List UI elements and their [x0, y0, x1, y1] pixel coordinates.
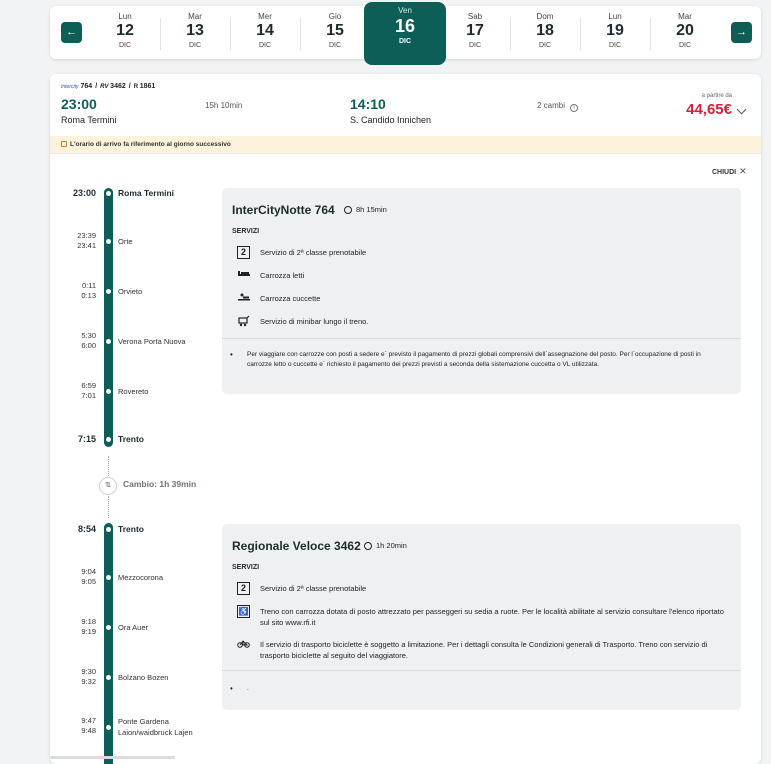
info-icon[interactable]: i [570, 104, 578, 112]
clock-icon [364, 542, 372, 550]
stop-dot [106, 289, 111, 294]
day-name: Mar [188, 12, 202, 21]
stop-name: Bolzano Bozen [118, 673, 169, 682]
day-month: DIC [328, 42, 342, 49]
day-18[interactable] [510, 12, 580, 56]
arrival-next-day-notice [50, 136, 761, 153]
stop-name: Ponte Gardena Laion/waidbruck Lajen [118, 717, 193, 737]
fare-note [227, 350, 727, 369]
departure-time: 23:00 [61, 96, 97, 112]
day-15[interactable] [300, 12, 370, 56]
stop-departure-time: 9:19 [81, 627, 96, 636]
stop-name: Mezzocorona [118, 573, 164, 582]
stop-departure-time: 7:01 [81, 391, 96, 400]
stop-name: Trento [118, 524, 144, 534]
day-number: 14 [256, 22, 274, 39]
train-name: InterCityNotte 764 [232, 203, 335, 217]
stop-arrival-time: 0:11 [81, 281, 96, 290]
bicycle-icon [237, 638, 250, 651]
stop-time: 23:00 [72, 188, 96, 198]
change-duration: Cambio: 1h 39min [123, 479, 197, 489]
day-14[interactable] [230, 12, 300, 56]
day-month: DIC [468, 42, 482, 49]
stop-dot [106, 725, 111, 730]
stop-dot [106, 239, 111, 244]
day-17[interactable] [440, 12, 510, 56]
service-text: Servizio di 2ª classe prenotabile [260, 584, 367, 593]
stop-arrival-time: 5:30 [81, 331, 96, 340]
couchette-icon [237, 292, 250, 305]
stop-dot [106, 527, 111, 532]
day-number: 19 [606, 22, 624, 39]
day-name: Sab [467, 12, 483, 21]
stop-departure-time: 9:48 [81, 726, 96, 735]
second-class-icon: 2 [237, 582, 250, 595]
regional-train-icon: RV [100, 84, 111, 90]
stop-arrival-time: 9:30 [81, 667, 96, 676]
stop-dot [106, 675, 111, 680]
stop-dot [106, 625, 111, 630]
separator: / [95, 83, 98, 90]
train-duration-badge [340, 203, 392, 217]
swap-icon: ⇅ [99, 477, 117, 495]
changes-count [537, 101, 578, 112]
stop-departure-time: 6:00 [81, 341, 96, 350]
day-month: DIC [188, 42, 202, 49]
change-connector [108, 456, 109, 476]
day-month: DIC [118, 42, 132, 49]
clock-icon [344, 206, 352, 214]
date-selector [50, 6, 761, 59]
stop-name: Orvieto [118, 287, 143, 296]
day-number: 16 [394, 16, 416, 36]
price: 44,65€ [686, 101, 732, 118]
arrival-station: S. Candido Innichen [350, 115, 432, 125]
train-numbers [61, 83, 155, 90]
stop-arrival-time: 9:04 [81, 567, 96, 576]
day-month: DIC [398, 38, 412, 45]
stop-departure-time: 9:05 [81, 577, 96, 586]
service-text: Servizio di minibar lungo il treno. [260, 317, 369, 326]
service-text: Carrozza cuccette [260, 294, 321, 303]
departure-station: Roma Termini [61, 115, 117, 125]
service-text: Servizio di 2ª classe prenotabile [260, 248, 367, 257]
day-month: DIC [678, 42, 692, 49]
intercity-logo: Intercity [61, 84, 79, 90]
bullet: • [230, 684, 233, 693]
changes-label: 2 cambi [537, 101, 566, 110]
day-20[interactable] [650, 12, 720, 56]
day-name: Lun [118, 12, 132, 21]
train-number: 764 [80, 83, 93, 90]
service-text: Carrozza letti [260, 271, 305, 280]
train-number: 3462 [110, 83, 126, 90]
day-name: Dom [536, 12, 554, 21]
train-name: Regionale Veloce 3462 [232, 539, 361, 553]
sleeper-car-icon [237, 269, 250, 282]
stop-arrival-time: 9:18 [81, 617, 96, 626]
note-text: . [247, 685, 249, 692]
stop-arrival-time: 9:47 [81, 716, 96, 725]
day-month: DIC [258, 42, 272, 49]
divider [222, 338, 741, 339]
day-number: 15 [326, 22, 344, 39]
service-text: Il servizio di trasporto biciclette è soggetto a limitazione. Per i dettagli consulta le Condizioni generali di Trasporto. Treno con servizio di trasporto biciclette al seguito del viaggiatore. [260, 640, 708, 660]
stop-dot [106, 575, 111, 580]
stop-departure-time: 9:32 [81, 677, 96, 686]
train-number: 1861 [139, 83, 156, 90]
timeline-rail [104, 188, 113, 447]
second-class-icon: 2 [237, 246, 250, 259]
stop-dot [106, 191, 111, 196]
day-16-selected[interactable] [364, 2, 446, 65]
arrival-time: 14:10 [350, 96, 386, 112]
day-month: DIC [538, 42, 552, 49]
solution-card [50, 74, 761, 764]
train-details-panel [222, 188, 741, 394]
regional-train-icon: R [133, 84, 140, 90]
divider [50, 153, 761, 154]
day-month: DIC [608, 42, 622, 49]
day-number: 17 [466, 22, 484, 39]
day-name: Lun [608, 12, 622, 21]
stop-arrival-time: 23:39 [77, 231, 96, 240]
minibar-icon [237, 315, 250, 328]
services-heading: SERVIZI [232, 228, 260, 235]
train-duration: 8h 15min [356, 205, 387, 214]
price-from-label: a partire da [701, 93, 732, 99]
day-name: Ven [398, 6, 412, 15]
stop-name: Orte [118, 237, 133, 246]
arrow-right-icon[interactable]: → [731, 22, 752, 43]
close-icon: ✕ [739, 166, 747, 176]
day-name: Mer [258, 12, 272, 21]
services-heading: SERVIZI [232, 564, 260, 571]
day-number: 18 [536, 22, 554, 39]
stop-departure-time: 23:41 [77, 241, 96, 250]
solution-summary[interactable] [50, 74, 761, 136]
close-label: CHIUDI [712, 169, 737, 176]
day-name: Gio [328, 12, 342, 21]
train-duration: 1h 20min [376, 541, 407, 550]
train-duration-badge [360, 539, 412, 553]
bullet: • [230, 350, 233, 359]
train-details-panel [222, 524, 741, 710]
stop-name: Rovereto [118, 387, 149, 396]
divider [222, 670, 741, 671]
stop-name: Trento [118, 434, 144, 444]
stop-name: Verona Porta Nuova [118, 337, 186, 346]
day-number: 12 [116, 22, 134, 39]
stop-dot [106, 389, 111, 394]
stop-arrival-time: 6:59 [81, 381, 96, 390]
day-number: 20 [676, 22, 694, 39]
stop-departure-time: 0:13 [81, 291, 96, 300]
day-name: Mar [678, 12, 692, 21]
stop-dot [106, 339, 111, 344]
stop-time: 7:15 [77, 434, 96, 444]
stop-name: Ora Auer [118, 623, 149, 632]
notice-text: L'orario di arrivo fa riferimento al giorno successivo [70, 141, 231, 148]
day-13[interactable] [160, 12, 230, 56]
separator: / [128, 83, 131, 90]
note-text: Per viaggiare con carrozze con posti a sedere e` previsto il pagamento di prezzi globali comprensivi dell`assegnazione del posto. Per l`occupazione di posti in carrozze letto o cuccette e` richiesto il pagamento dei prezzi previsti a seconda della sistemazione cuccetta o VL utilizzata. [247, 351, 701, 368]
wheelchair-icon: ♿ [238, 607, 249, 616]
trip-duration: 15h 10min [205, 101, 243, 110]
calendar-icon [61, 141, 67, 147]
fare-note [227, 684, 727, 694]
day-12[interactable] [90, 12, 160, 56]
stop-dot [106, 437, 111, 442]
day-19[interactable] [580, 12, 650, 56]
service-text: Treno con carrozza dotata di posto attrezzato per passeggeri su sedia a ruote. Per le località abilitate al servizio consultare l'elenco riportato sul sito www.rfi.it [260, 607, 724, 627]
change-connector [108, 496, 109, 518]
chevron-down-icon[interactable] [737, 105, 747, 115]
stop-time: 8:54 [77, 524, 96, 534]
close-button[interactable] [712, 166, 747, 177]
day-number: 13 [186, 22, 204, 39]
arrow-left-icon[interactable]: ← [61, 22, 82, 43]
stop-name: Roma Termini [118, 188, 175, 198]
